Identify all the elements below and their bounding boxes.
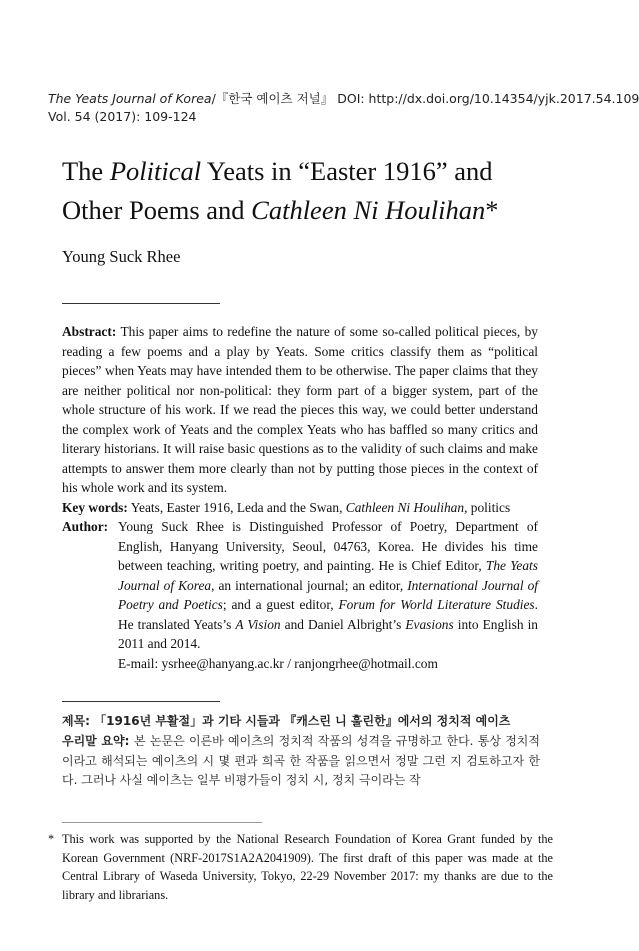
author-name: Young Suck Rhee: [62, 247, 181, 266]
doi-link[interactable]: DOI: http://dx.doi.org/10.14354/yjk.2017.54.109: [333, 91, 639, 106]
abstract-text: This paper aims to redefine the nature of some so-called political pieces, by reading a few poems and a play by Yeats. Some critics classify them as “political pieces” when Yeats may have intended them to be otherwise. The paper claims that they are neither political nor non-political: they form part of a bigger system, part of the whole structure of his work. If we read the pieces this way, we could better understand the complex work of Yeats and the complex Yeats who has baffled so many critics and literary historians. It will raise basic questions as to the validity of such claims and make attempts to answer them more clearly than not by putting those pieces in the context of his whole work and its system.: [62, 324, 538, 495]
journal-name-korean: /『한국 예이츠 저널』: [211, 91, 334, 106]
keywords-line: Key words: Yeats, Easter 1916, Leda and the Swan, Cathleen Ni Houlihan, politics: [62, 499, 511, 515]
volume-info: Vol. 54 (2017): 109-124: [48, 109, 197, 124]
divider-rule: [62, 303, 220, 304]
abstract-section: [62, 322, 538, 673]
korean-summary: [62, 712, 540, 791]
article-title: The Political Yeats in “Easter 1916” and Other Poems and Cathleen Ni Houlihan*: [62, 156, 499, 225]
korean-title: 「1916년 부활절」과 기타 시들과 『캐스린 니 훌린한』에서의 정치적 예이츠: [94, 714, 511, 728]
footnote-rule: [62, 822, 262, 823]
abstract-label: Abstract:: [62, 324, 117, 339]
korean-title-label: 제목:: [62, 714, 95, 728]
footnote-star: *: [48, 832, 55, 846]
journal-header: [48, 90, 639, 126]
author-bio: Young Suck Rhee is Distinguished Professor of Poetry, Department of English, Hanyang University, Seoul, 04763, Korea. He divides his time between teaching, writing poetry, and painting. He is Chief Editor, The Yeats Journal of Korea, an international journal; an editor, International Journal of Poetry and Poetics; and a guest editor, Forum for World Literature Studies. He translated Yeats’s A Vision and Daniel Albright’s Evasions into English in 2011 and 2014. E-mail: ysrhee@hanyang.ac.kr / ranjongrhee@hotmail.com: [118, 517, 538, 673]
author-info: [62, 517, 538, 673]
korean-title-line: [62, 712, 540, 732]
author-email[interactable]: E-mail: ysrhee@hanyang.ac.kr / ranjongrhee@hotmail.com: [118, 655, 438, 671]
author-label: Author:: [62, 519, 109, 534]
journal-name-english: The Yeats Journal of Korea: [48, 91, 212, 106]
korean-summary-text: 우리말 요약: 본 논문은 이른바 예이츠의 정치적 작품의 성격을 규명하고 한다. 통상 정치적이라고 해석되는 예이츠의 시 몇 편과 희곡 한 작품을 읽으면서 정말 그런 지 검토하고자 한다. 그러나 사실 예이츠는 일부 비평가들이 정치 시, 정치 극이라는 작: [62, 733, 540, 788]
footnote-marker[interactable]: *: [485, 195, 499, 225]
korean-summary-label: 우리말 요약:: [62, 733, 135, 748]
divider-rule: [62, 701, 220, 702]
citation-line: [48, 90, 639, 108]
abstract-paragraph: [62, 322, 538, 498]
keywords-label: Key words:: [62, 499, 128, 515]
footnote: [48, 830, 553, 904]
footnote-text: This work was supported by the National Research Foundation of Korea Grant funded by the Korean Government (NRF-2017S1A2A2041909). The first draft of this paper was made at the Central Library of Waseda University, Tokyo, 22-29 November 2017: my thanks are due to the library and librarians.: [62, 832, 553, 902]
